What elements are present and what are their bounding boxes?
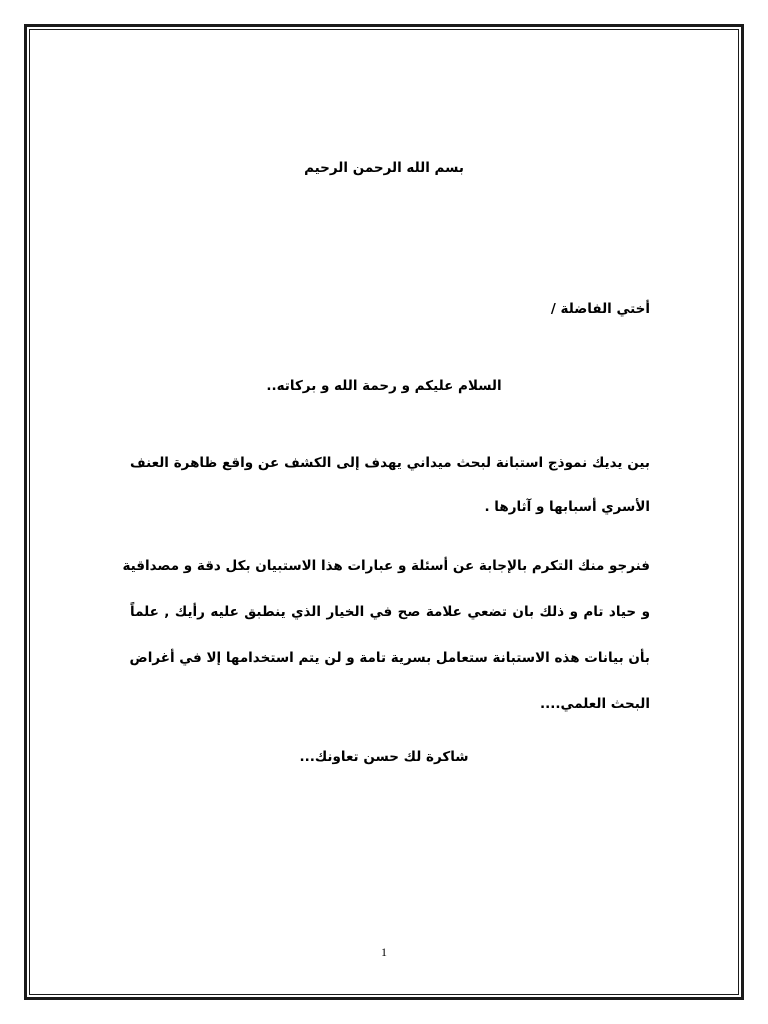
basmala-heading: بسم الله الرحمن الرحيم [304,160,464,176]
intro-line-2: الأسري أسبابها و آثارها . [484,499,650,515]
request-line-3: بأن بيانات هذه الاستبانة ستعامل بسرية تامة و لن يتم استخدامها إلا في أغراض [129,650,650,666]
greeting-line: السلام عليكم و رحمة الله و بركاته.. [266,378,502,394]
intro-line-1: بين يديك نموذج استبانة لبحث ميداني يهدف إلى الكشف عن واقع ظاهرة العنف [130,455,650,471]
request-line-2: و حياد تام و ذلك بان تضعي علامة صح في الخيار الذي ينطبق عليه رأيك , علماً [130,604,650,620]
page-number: 1 [381,945,387,959]
request-line-1: فنرجو منك التكرم بالإجابة عن أسئلة و عبارات هذا الاستبيان بكل دقة و مصداقية [122,558,650,574]
salutation-line: أختي الفاضلة / [550,301,650,317]
closing-line: شاكرة لك حسن تعاونك... [299,749,469,765]
request-line-4: البحث العلمي.... [540,696,650,712]
